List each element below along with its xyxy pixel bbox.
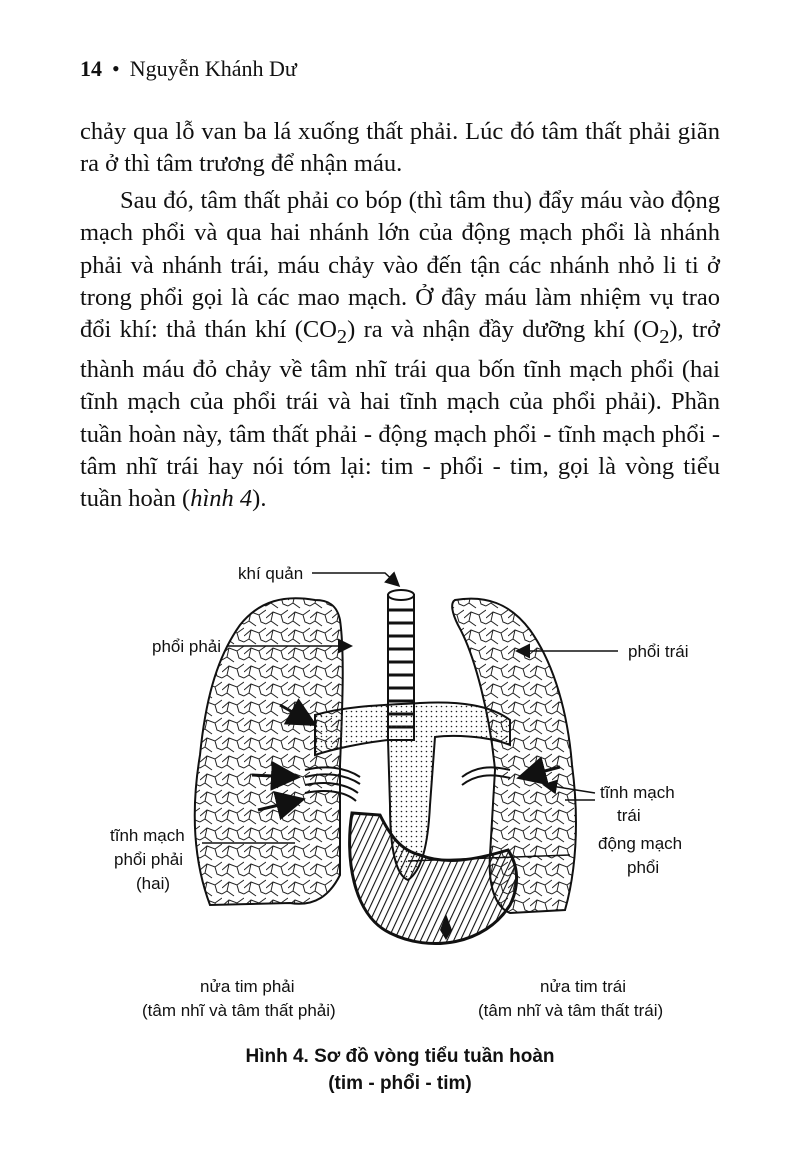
figure-reference: hình 4 (190, 485, 253, 513)
label-nua-tim-trai-1: nửa tim trái (540, 977, 627, 996)
label-khi-quan: khí quản (238, 564, 304, 583)
label-phoi-trai: phổi trái (628, 642, 689, 661)
subscript-o2: 2 (659, 326, 670, 349)
label-tinh-mach-phai-2: phổi phải (114, 850, 184, 869)
page-header (80, 56, 297, 82)
label-phoi-phai: phổi phải (152, 637, 222, 656)
caption-line-2: (tim - phổi - tim) (328, 1073, 472, 1094)
label-nua-tim-phai-1: nửa tim phải (200, 977, 295, 996)
label-tinh-mach-phai-3: (hai) (136, 874, 171, 893)
subscript-co2: 2 (336, 326, 348, 349)
body-text (80, 116, 720, 516)
label-nua-tim-phai-2: (tâm nhĩ và tâm thất phải) (142, 1001, 336, 1020)
label-nua-tim-trai-2: (tâm nhĩ và tâm thất trái) (478, 1001, 664, 1020)
paragraph-2-text-d: ). (252, 485, 267, 513)
figure-caption (0, 1043, 800, 1097)
paragraph-2-text-b: ) ra và nhận đầy dưỡng khí (O (347, 316, 660, 344)
label-tinh-mach-trai-2: trái (617, 806, 641, 825)
paragraph-2-text-a: Sau đó, tâm thất phải co bóp (thì tâm thu) đẩy máu vào động mạch phổi và qua hai nhánh lớn của động mạch phổi là nhánh phải và nhánh trái, máu chảy vào đến tận các nhánh nhỏ li ti ở trong phổi gọi là các mao mạch. Ở đây máu làm nhiệm vụ trao đổi khí: thả thán khí (CO (80, 186, 720, 344)
page-number: 14 (80, 56, 102, 81)
label-dong-mach-phoi-1: động mạch (598, 834, 683, 853)
label-tinh-mach-trai-1: tĩnh mạch (600, 783, 675, 802)
paragraph-2-text-c: ), trở thành máu đỏ chảy về tâm nhĩ trái qua bốn tĩnh mạch phổi (hai tĩnh mạch của phổi trái và hai tĩnh mạch của phổi phải). Phần tuần hoàn này, tâm thất phải - động mạch phổi - tĩnh mạch phổi - tâm nhĩ trái hay nói tóm lại: tim - phổi - tim, gọi là vòng tiểu tuần hoàn ( (80, 316, 720, 513)
header-separator: • (112, 56, 120, 81)
lung-diagram (90, 555, 720, 1025)
lung-diagram-svg (90, 555, 720, 1025)
caption-line-1: Hình 4. Sơ đồ vòng tiểu tuần hoàn (245, 1046, 555, 1067)
label-dong-mach-phoi-2: phổi (627, 858, 660, 877)
author-name: Nguyễn Khánh Dư (129, 56, 297, 81)
paragraph-2 (80, 185, 720, 516)
paragraph-1: chảy qua lỗ van ba lá xuống thất phải. Lúc đó tâm thất phải giãn ra ở thì tâm trương để nhận máu. (80, 118, 720, 178)
label-tinh-mach-phai-1: tĩnh mạch (110, 826, 185, 845)
